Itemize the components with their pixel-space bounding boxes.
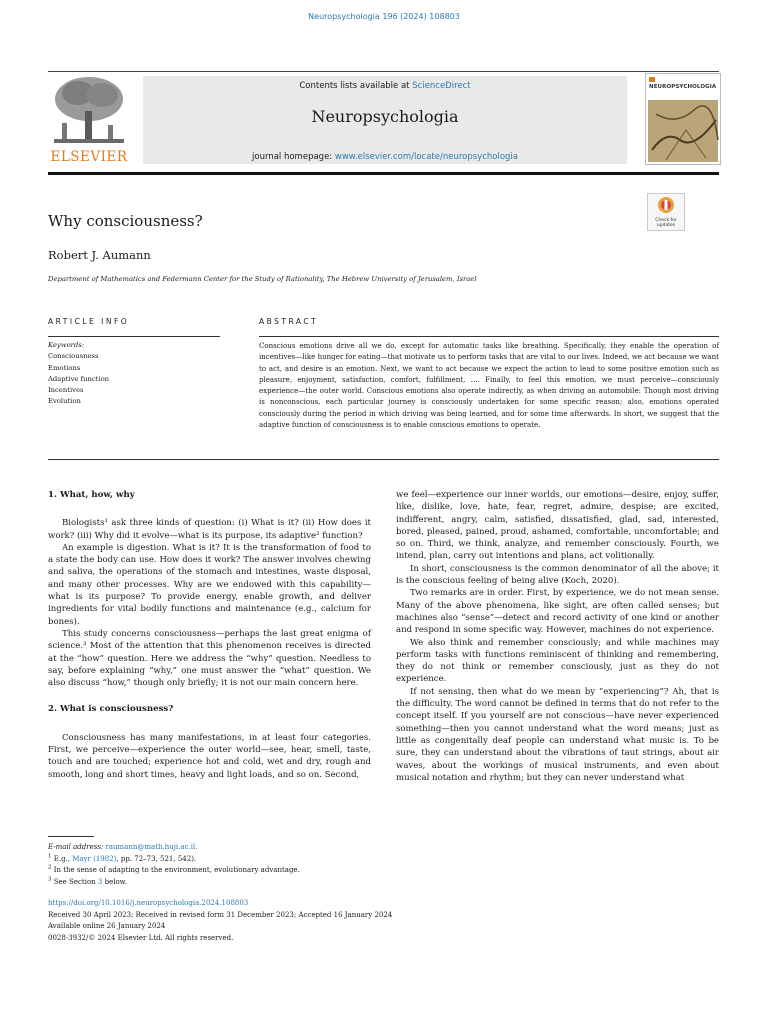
journal-homepage (143, 152, 627, 162)
paragraph: In short, consciousness is the common denominator of all the above; it is the conscious feeling of being alive (Koch, 2020). (396, 563, 719, 587)
homepage-link[interactable]: www.elsevier.com/locate/neuropsychologia (334, 152, 518, 162)
header-rule (48, 71, 719, 72)
article-info-heading: ARTICLE INFO (48, 317, 130, 326)
received-dates: Received 30 April 2023; Received in revised form 31 December 2023; Accepted 16 January 2024 (48, 910, 393, 919)
abstract-heading: ABSTRACT (259, 317, 319, 326)
footnote-text: See Section (53, 877, 98, 886)
abstract-rule (259, 336, 719, 337)
paragraph: If not sensing, then what do we mean by “experiencing”? Ah, that is the difficulty. The word cannot be defined in terms that do not refer to the concept itself. If you yourself are not conscious—have never experienced something—then you cannot understand what the word means; just as little as congenitally deaf people can understand what music is. To be sure, they can understand about the vibrations of taut strings, about air waves, about the workings of musical instruments, and even about musical notation and rhythm; but they can never understand what (396, 686, 719, 783)
cover-image-icon (646, 100, 720, 162)
keywords-block (48, 340, 109, 408)
affiliation: Department of Mathematics and Federmann Center for the Study of Rationality, The Hebrew University of Jerusalem, Israel (48, 275, 477, 283)
keyword-item: Adaptive function (48, 374, 110, 383)
footnote-3: $^3$ See Section 3 below. (48, 876, 128, 886)
footnote-2: $^2$ In the sense of adapting to the environment, evolutionary advantage. (48, 864, 300, 875)
abstract-text: Conscious emotions drive all we do, except for automatic tasks like breathing. Specifically, they enable the operation of incentives—like hunger for eating—that motivate us to perform tasks that are vital to our lives. Indeed, we act because we want to act, and desire is an emotion. Next, we want to act because we expect the action to lead to some positive emotion such as pleasure, enjoyment, satisfaction, comfort, fulfillment, …. Finally, to feel this emotion, we must perceive—consciously experience—the outer world. Conscious emotions also operate indirectly, as when driving an automobile: Though most driving is nonconscious, each particular journey is consciously undertaken for some specific reason; also, emotions operated consciously during the period in which driving was being learned, and for some time afterwards. In short, we suggest that the adaptive function of consciousness is to enable conscious emotions to operate. (259, 341, 719, 430)
sciencedirect-link[interactable]: ScienceDirect (412, 81, 471, 91)
section-2-heading: 2. What is consciousness? (48, 704, 174, 715)
paragraph: An example is digestion. What is it? It is the transformation of food to a state the body can use. How does it work? The answer involves chewing and saliva, the operations of the stomach and intestines, waste disposal, and many other processes. Why are we endowed with this capability—what is its purpose? To provide energy, enable growth, and deliver ingredients for vital bodily functions and maintenance (e.g., calcium for bones). (48, 542, 371, 627)
paragraph: Consciousness has many manifestations, in at least four categories. First, we perceive—experience the outer world—see, hear, smell, taste, touch and are touched; experience hot and cold, wet and dry, rough and smooth, long and short times, heavy and light loads, and so on. Second, (48, 732, 371, 780)
body-left-column (48, 489, 371, 781)
cover-title: NEUROPSYCHOLOGIA (649, 84, 717, 90)
article-metadata (48, 898, 392, 944)
paragraph: We also think and remember consciously; and while machines may perform tasks with functions reminiscent of thinking and remembering, they do not think or remember consciously, just as they do not experience. (396, 637, 719, 685)
keyword-item: Evolution (48, 397, 81, 406)
elsevier-logo[interactable] (48, 73, 130, 165)
doi-link[interactable]: https://doi.org/10.1016/j.neuropsychologia.2024.108803 (48, 899, 249, 907)
cover-logo-icon (649, 77, 655, 82)
journal-banner (143, 76, 627, 164)
email-link[interactable]: raumann@math.huji.ac.il. (105, 843, 198, 851)
footnote-1: $^1$ E.g., Mayr (1982), pp. 72–73, 521, 542). (48, 853, 197, 863)
article-title: Why consciousness? (48, 212, 203, 230)
footnote-rule (48, 836, 94, 837)
footnote-text: , pp. 72–73, 521, 542). (116, 854, 197, 863)
available-online: Available online 26 January 2024 (48, 922, 166, 931)
elsevier-tree-icon (48, 73, 130, 151)
keyword-item: Emotions (48, 363, 81, 372)
footnote-text: In the sense of adapting to the environment, evolutionary advantage. (53, 866, 300, 875)
masthead-rule (48, 172, 719, 175)
crossmark-icon (648, 194, 684, 216)
keyword-item: Consciousness (48, 352, 99, 361)
running-header[interactable]: Neuropsychologia 196 (2024) 108803 (308, 12, 460, 21)
paragraph: Two remarks are in order. First, by experience, we do not mean sense. Many of the above phenomena, like sight, are often called senses; but machines also “sense”—detect and record activity of one kind or another and respond in some specific way. However, machines do not experience. (396, 588, 719, 636)
body-right-column (396, 489, 719, 784)
footnote-text: E.g., (53, 854, 73, 863)
copyright: 0028-3932/© 2024 Elsevier Ltd. All rights reserved. (48, 933, 234, 942)
contents-prefix: Contents lists available at (299, 81, 413, 91)
journal-cover[interactable] (645, 73, 721, 165)
paragraph: we feel—experience our inner worlds, our emotions—desire, enjoy, suffer, like, dislike, love, hate, fear, regret, admire, despise; are excited, indifferent, angry, calm, satisfied, dissatisfied, glad, sad, interested, bored, pleased, pained, proud, ashamed, comfortable, uncomfortable; and so on. Third, we think, analyze, and remember consciously. Fourth, we intend, plan, carry out intentions and plans, act volitionally. (396, 490, 719, 562)
section-link[interactable]: 3 (97, 877, 103, 886)
footnotes (48, 842, 300, 888)
author-name[interactable]: Robert J. Aumann (48, 248, 151, 262)
citation-link[interactable]: Mayr (1982) (72, 854, 117, 863)
abstract-bottom-rule (48, 459, 719, 460)
email-label: E-mail address: (48, 843, 104, 851)
paragraph: This study concerns consciousness—perhaps the last great enigma of science.³ Most of the attention that this phenomenon receives is directed at the “how” question. Here we address the “why” question. Needless to say, before explaining “why,” one must answer the “what” question. We also discuss “how,” though only briefly; it is not our main concern here. (48, 628, 371, 689)
contents-line (143, 81, 627, 91)
paragraph: Biologists¹ ask three kinds of question: (i) What is it? (ii) How does it work? (iii) Why did it evolve—what is its purpose, its adaptive² function? (48, 518, 371, 541)
email-line (48, 842, 300, 854)
article-info-rule (48, 336, 220, 337)
keywords-label: Keywords: (48, 341, 85, 349)
keyword-item: Incentives (48, 386, 84, 395)
footnote-text: below. (102, 877, 128, 886)
publisher-name: ELSEVIER (50, 149, 128, 165)
section-1-heading: 1. What, how, why (48, 490, 135, 500)
homepage-prefix: journal homepage: (252, 152, 335, 162)
journal-name: Neuropsychologia (311, 107, 459, 126)
crossmark-label: Check for updates (655, 218, 677, 228)
check-for-updates-button[interactable] (647, 193, 685, 231)
